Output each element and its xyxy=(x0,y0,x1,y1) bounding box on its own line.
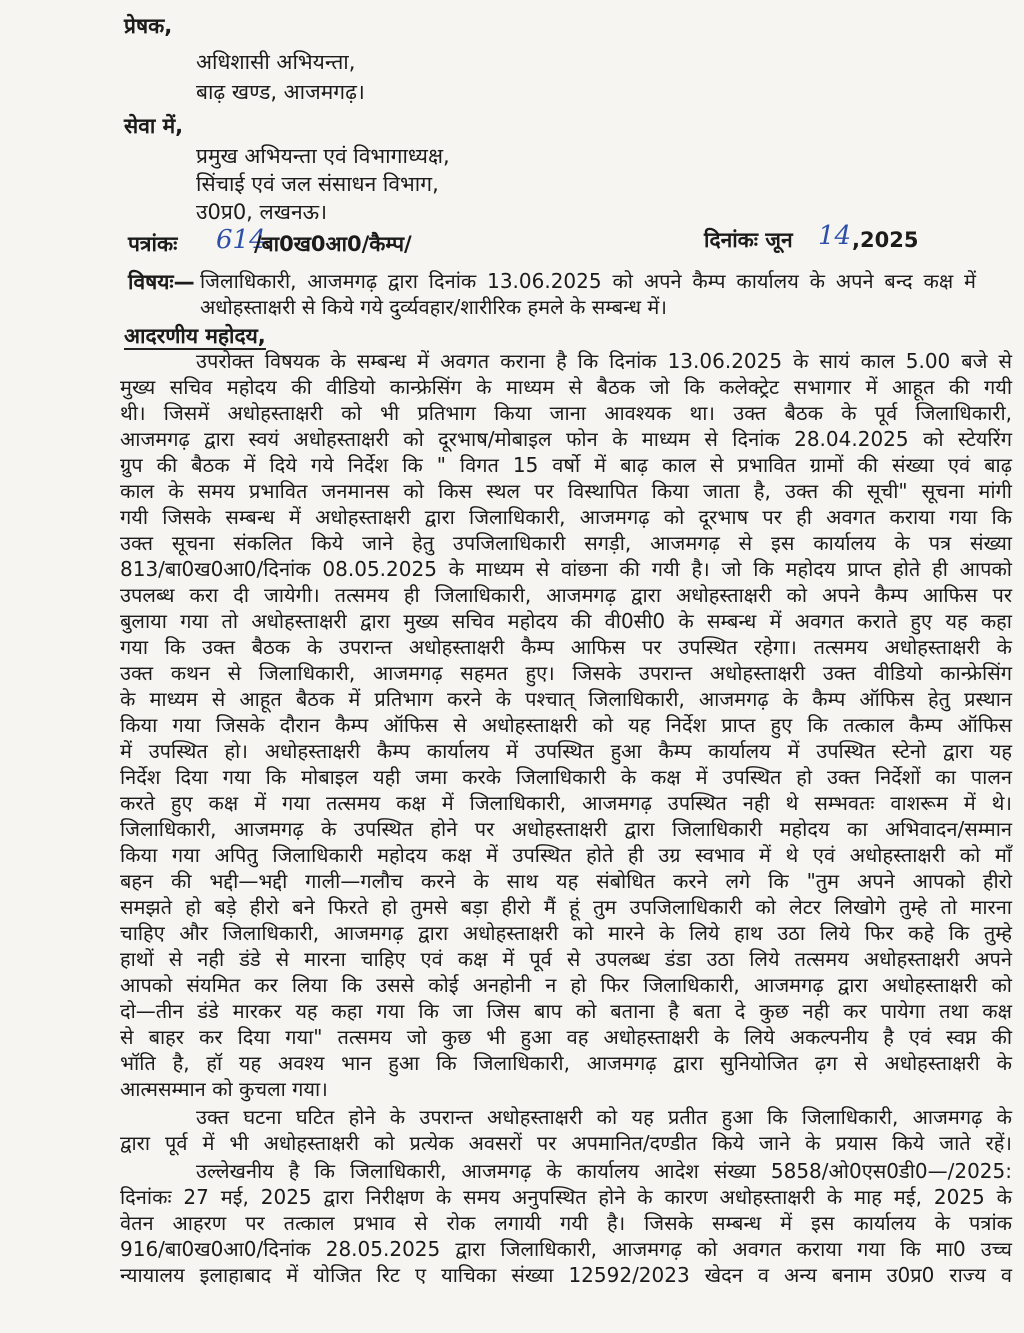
body-line: थी। जिसमें अधोहस्ताक्षरी को भी प्रतिभाग किया जाना आवश्यक था। उक्त बैठक के पूर्व जिलाधिकारी, xyxy=(120,401,1012,425)
body-line: न्यायालय इलाहाबाद में योजित रिट ए याचिका संख्या 12592/2023 खेदन व अन्य बनाम उ0प्र0 राज्य व xyxy=(120,1263,1012,1287)
sender-designation: अधिशासी अभियन्ता, xyxy=(196,50,356,74)
recipient-line-2: सिंचाई एवं जल संसाधन विभाग, xyxy=(196,172,439,196)
body-line: वेतन आहरण पर तत्काल प्रभाव से रोक लगायी गयी है। जिसके सम्बन्ध में इस कार्यालय के पत्रांक xyxy=(120,1211,1012,1235)
body-line: चाहिए और जिलाधिकारी, आजमगढ़ द्वारा अधोहस्ताक्षरी को मारने के लिये हाथ उठा लिये फिर कहे कि तुम्हे xyxy=(120,921,1012,945)
body-line: उल्लेखनीय है कि जिलाधिकारी, आजमगढ़ के कार्यालय आदेश संख्या 5858/ओ0एस0डी0—/2025: xyxy=(196,1159,1012,1183)
body-line: किया गया जिसके दौरान कैम्प ऑफिस से अधोहस्ताक्षरी को यह निर्देश प्राप्त हुए कि तत्काल कैम्प ऑफिस xyxy=(120,713,1012,737)
recipient-line-1: प्रमुख अभियन्ता एवं विभागाध्यक्ष, xyxy=(196,144,450,168)
recipient-heading: सेवा में, xyxy=(124,114,184,138)
salutation-text: आदरणीय महोदय, xyxy=(124,324,266,348)
body-line: बुलाया गया तो अधोहस्ताक्षरी द्वारा मुख्य सचिव महोदय की वी0सी0 के सम्बन्ध में अवगत कराते हुए यह कहा xyxy=(120,609,1012,633)
body-line: गयी जिसके सम्बन्ध में अधोहस्ताक्षरी द्वारा जिलाधिकारी, आजमगढ़ को दूरभाष पर ही अवगत कराया गया कि xyxy=(120,505,1012,529)
sender-office: बाढ़ खण्ड, आजमगढ़। xyxy=(196,80,365,104)
body-line: द्वारा पूर्व में भी अधोहस्ताक्षरी को प्रत्येक अवसरों पर अपमानित/दण्डीत किये जाने के प्रयास किये जाते रहें। xyxy=(120,1131,1012,1155)
body-line: आत्मसम्मान को कुचला गया। xyxy=(120,1077,328,1101)
reference-label: पत्रांकः xyxy=(128,232,178,256)
date-day: 14 xyxy=(818,221,852,251)
body-line: हाथों से नही डंडे से मारना चाहिए एवं कक्ष में पूर्व से उपलब्ध डंडा उठा लिये तत्समय अधोहस्ताक्षरी अपने xyxy=(120,947,1012,971)
sender-heading: प्रेषक, xyxy=(124,14,173,38)
salutation xyxy=(124,324,266,348)
body-line: बहन की भद्दी—भद्दी गाली—गलौच करने के साथ यह संबोधित करने लगे कि "तुम अपने आपको हीरो xyxy=(120,869,1012,893)
body-line: आजमगढ़ द्वारा स्वयं अधोहस्ताक्षरी को दूरभाष/मोबाइल फोन के माध्यम से दिनांक 28.04.2025 को स्टेयरिंग xyxy=(120,427,1012,451)
body-line: समझते हो बड़े हीरो बने फिरते हो तुमसे बड़ा हीरो मैं हूं तुम उपजिलाधिकारी को लेटर लिखोगे तुम्हे तो मारना xyxy=(120,895,1012,919)
body-line: दिनांकः 27 मई, 2025 द्वारा निरीक्षण के समय अनुपस्थित होने के कारण अधोहस्ताक्षरी के माह मई, 2025 के xyxy=(120,1185,1012,1209)
body-line: उपरोक्त विषयक के सम्बन्ध में अवगत कराना है कि दिनांक 13.06.2025 के सायं काल 5.00 बजे से xyxy=(196,349,1012,373)
reference-number: 614 xyxy=(216,225,266,255)
body-line: जिलाधिकारी, आजमगढ़ के उपस्थित होने पर अधोहस्ताक्षरी द्वारा जिलाधिकारी महोदय का अभिवादन/सम्मान xyxy=(120,817,1012,841)
date-label: दिनांकः जून xyxy=(704,228,793,252)
body-line: के माध्यम से आहूत बैठक में प्रतिभाग करने के पश्चात् जिलाधिकारी, आजमगढ़ के कैम्प ऑफिस हेतु प्रस्थान xyxy=(120,687,1012,711)
body-line: में उपस्थित हो। अधोहस्ताक्षरी कैम्प कार्यालय में उपस्थित हुआ कैम्प कार्यालय में उपस्थित स्टेनो द्वारा यह xyxy=(120,739,1012,763)
body-line: 916/बा0ख0आ0/दिनांक 28.05.2025 द्वारा जिलाधिकारी, आजमगढ़ को अवगत कराया गया कि मा0 उच्च xyxy=(120,1237,1012,1261)
subject-line-2: अधोहस्ताक्षरी से किये गये दुर्व्यवहार/शारीरिक हमले के सम्बन्ध में। xyxy=(200,295,667,319)
body-line: से बाहर कर दिया गया" तत्समय जो कुछ भी हुआ वह अधोहस्ताक्षरी के लिये अकल्पनीय है एवं स्वप्न की xyxy=(120,1025,1012,1049)
body-line: करते हुए कक्ष में गया तत्समय कक्ष में जिलाधिकारी, आजमगढ़ उपस्थित नही थे सम्भवतः वाशरूम में थे। xyxy=(120,791,1012,815)
subject-label: विषयः— xyxy=(128,270,195,294)
body-line: काल के समय प्रभावित जनमानस को किस स्थल पर विस्थापित किया जाता है, उक्त की सूची" सूचना मांगी xyxy=(120,479,1012,503)
body-line: ग्रुप की बैठक में दिये गये निर्देश कि " विगत 15 वर्षो में बाढ़ काल से प्रभावित ग्रामों की संख्या एवं बाढ़ xyxy=(120,453,1012,477)
body-line: आपको संयमित कर लिया कि उससे कोई अनहोनी न हो फिर जिलाधिकारी, आजमगढ़ द्वारा अधोहस्ताक्षरी को xyxy=(120,973,1012,997)
body-line: दो—तीन डंडे मारकर यह कहा गया कि जा जिस बाप को बताना है बता दे कुछ नही कर पायेगा तथा कक्ष xyxy=(120,999,1012,1023)
body-line: उपलब्ध करा दी जायेगी। तत्समय ही जिलाधिकारी, आजमगढ़ द्वारा अधोहस्ताक्षरी को अपने कैम्प आफिस पर xyxy=(120,583,1012,607)
body-line: किया गया अपितु जिलाधिकारी महोदय कक्ष में उपस्थित होते ही उग्र स्वभाव में थे एवं अधोहस्ताक्षरी को माँ xyxy=(120,843,1012,867)
body-line: भॉति है, हॉ यह अवश्य भान हुआ कि जिलाधिकारी, आजमगढ़ द्वारा सुनियोजित ढ़ग से अधोहस्ताक्षरी के xyxy=(120,1051,1012,1075)
body-line: उक्त कथन से जिलाधिकारी, आजमगढ़ सहमत हुए। जिसके उपरान्त अधोहस्ताक्षरी उक्त वीडियो कान्फ्रेसिंग xyxy=(120,661,1012,685)
date-year: ,2025 xyxy=(852,228,919,252)
body-line: निर्देश दिया गया कि मोबाइल यही जमा करके जिलाधिकारी के कक्ष में उपस्थित हो उक्त निर्देशों का पालन xyxy=(120,765,1012,789)
recipient-line-3: उ0प्र0, लखनऊ। xyxy=(196,200,328,224)
body-line: उक्त सूचना संकलित किये जाने हेतु उपजिलाधिकारी सगड़ी, आजमगढ़ से इस कार्यालय के पत्र संख्या xyxy=(120,531,1012,555)
body-line: गया कि उक्त बैठक के उपरान्त अधोहस्ताक्षरी कैम्प आफिस पर उपस्थित रहेगा। तत्समय अधोहस्ताक्षरी के xyxy=(120,635,1012,659)
reference-suffix: /बा0ख0आ0/कैम्प/ xyxy=(254,232,412,256)
body-line: मुख्य सचिव महोदय की वीडियो कान्फ्रेसिंग के माध्यम से बैठक जो कि कलेक्ट्रेट सभागार में आहूत की गयी xyxy=(120,375,1012,399)
subject-line-1: जिलाधिकारी, आजमगढ़ द्वारा दिनांक 13.06.2025 को अपने कैम्प कार्यालय के अपने बन्द कक्ष में xyxy=(200,269,976,293)
body-line: उक्त घटना घटित होने के उपरान्त अधोहस्ताक्षरी को यह प्रतीत हुआ कि जिलाधिकारी, आजमगढ़ के xyxy=(196,1105,1012,1129)
body-line: 813/बा0ख0आ0/दिनांक 08.05.2025 के माध्यम से वांछना की गयी है। जो कि महोदय प्राप्त होते ही आपको xyxy=(120,557,1012,581)
